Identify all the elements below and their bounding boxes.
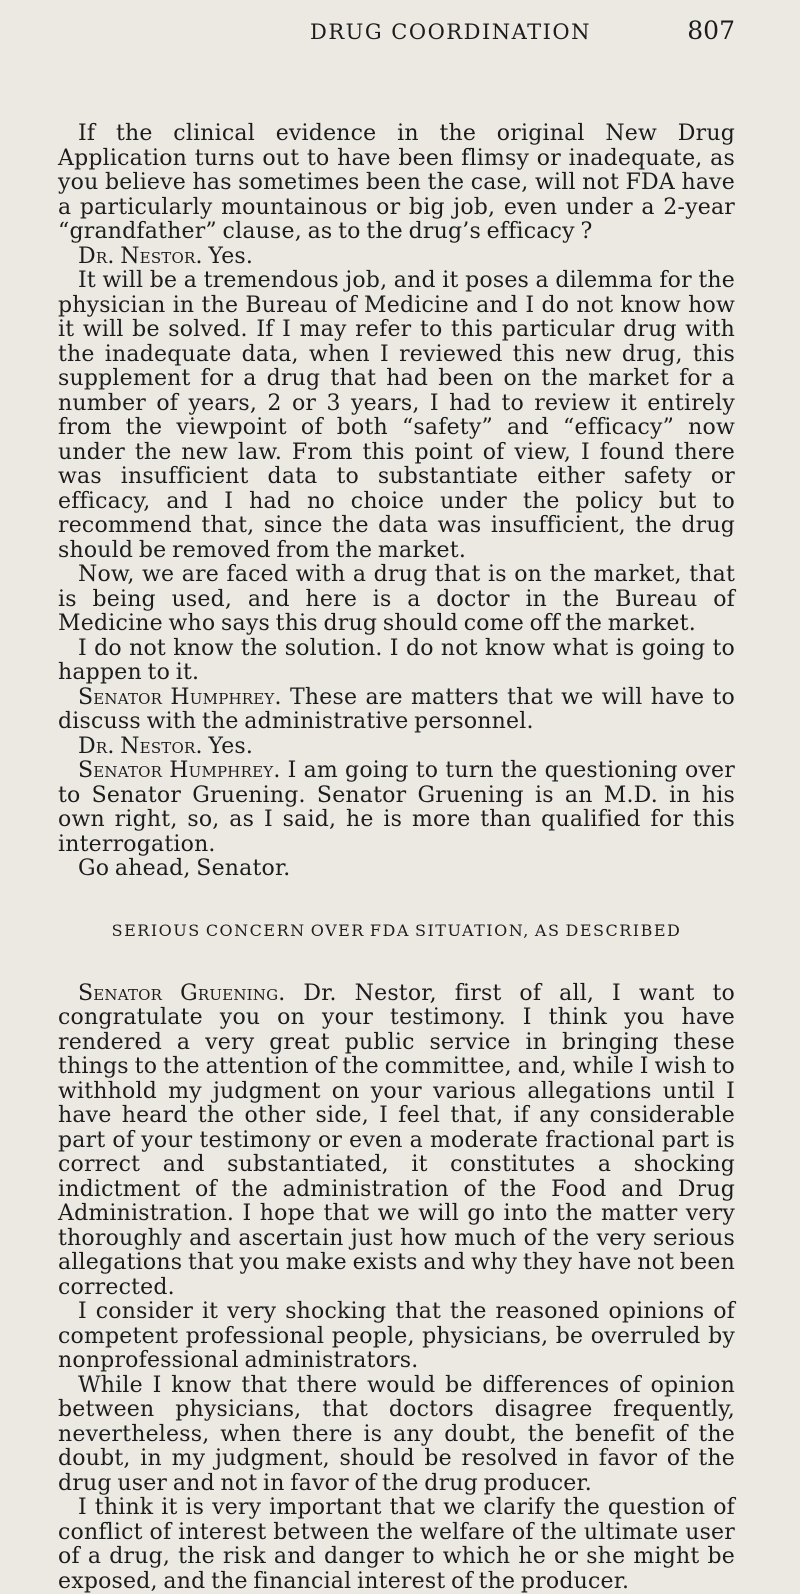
paragraph [58, 857, 735, 882]
paragraph [58, 1374, 735, 1497]
paragraph [58, 122, 735, 245]
paragraph [58, 735, 735, 760]
paragraph [58, 637, 735, 686]
paragraph [58, 245, 735, 270]
body-text [58, 122, 735, 1594]
speaker-name: Senator Humphrey. [78, 685, 282, 710]
paragraph [58, 1300, 735, 1374]
paragraph-text: Now, we are faced with a drug that is on the market, that is being used, and here is a doctor in the Bureau of Medicine who says this drug should come off the market. [58, 562, 735, 636]
text-block-part2 [58, 982, 735, 1594]
running-head [58, 0, 735, 60]
paragraph [58, 686, 735, 735]
paragraph [58, 269, 735, 563]
speaker-name: Senator Gruening. [78, 981, 285, 1006]
text-block-part1 [58, 122, 735, 882]
section-heading: SERIOUS CONCERN OVER FDA SITUATION, AS DESCRIBED [58, 920, 735, 942]
paragraph [58, 563, 735, 637]
paragraph-text: I am going to turn the questioning over to Senator Gruening. Senator Gruening is an M.D. in his own right, so, as I said, he is more than qualified for this interrogation. [58, 758, 735, 857]
speaker-name: Dr. Nestor. [78, 734, 203, 759]
paragraph-text: Yes. [203, 244, 253, 269]
paragraph-text: Go ahead, Senator. [78, 856, 290, 881]
paragraph-text: While I know that there would be differences of opinion between physicians, that doctors disagree frequently, nevertheless, when there is any doubt, the benefit of the doubt, in my judgment, should be resolved in favor of the drug user and not in favor of the drug producer. [58, 1373, 735, 1496]
paragraph-text: These are matters that we will have to discuss with the administrative personnel. [58, 685, 735, 735]
running-title: DRUG COORDINATION [310, 20, 591, 44]
paragraph-text: I consider it very shocking that the reasoned opinions of competent professional people, physicians, be overruled by nonprofessional administrators. [58, 1299, 735, 1373]
speaker-name: Dr. Nestor. [78, 244, 203, 269]
page-number: 807 [687, 16, 735, 45]
paragraph-text: If the clinical evidence in the original New Drug Application turns out to have been flimsy or inadequate, as you believe has sometimes been the case, will not FDA have a particularly mountainous or big job, even under a 2-year “grandfather” clause, as to the drug’s efficacy ? [58, 121, 735, 244]
paragraph-text: It will be a tremendous job, and it poses a dilemma for the physician in the Bureau of Medicine and I do not know how it will be solved. If I may refer to this particular drug with the inadequate data, when I reviewed this new drug, this supplement for a drug that had been on the market for a number of years, 2 or 3 years, I had to review it entirely from the viewpoint of both “safety” and “efficacy” now under the new law. From this point of view, I found there was insufficient data to substantiate either safety or efficacy, and I had no choice under the policy but to recommend that, since the data was insufficient, the drug should be removed from the market. [58, 268, 735, 563]
paragraph [58, 1496, 735, 1594]
paragraph [58, 759, 735, 857]
paragraph-text: Yes. [203, 734, 253, 759]
paragraph-text: Dr. Nestor, first of all, I want to congratulate you on your testimony. I think you have rendered a very great public service in bringing these things to the attention of the committee, and, while I wish to withhold my judgment on your various allegations until I have heard the other side, I feel that, if any considerable part of your testimony or even a moderate fractional part is correct and substantiated, it constitutes a shocking indictment of the administration of the Food and Drug Administration. I hope that we will go into the matter very thoroughly and ascertain just how much of the very serious allegations that you make exists and why they have not been corrected. [58, 981, 735, 1300]
speaker-name: Senator Humphrey. [78, 758, 281, 783]
paragraph-text: I think it is very important that we clarify the question of conflict of interest between the welfare of the ultimate user of a drug, the risk and danger to which he or she might be exposed, and the financial interest of the producer. [58, 1495, 735, 1594]
paragraph-text: I do not know the solution. I do not know what is going to happen to it. [58, 636, 735, 686]
paragraph [58, 982, 735, 1301]
